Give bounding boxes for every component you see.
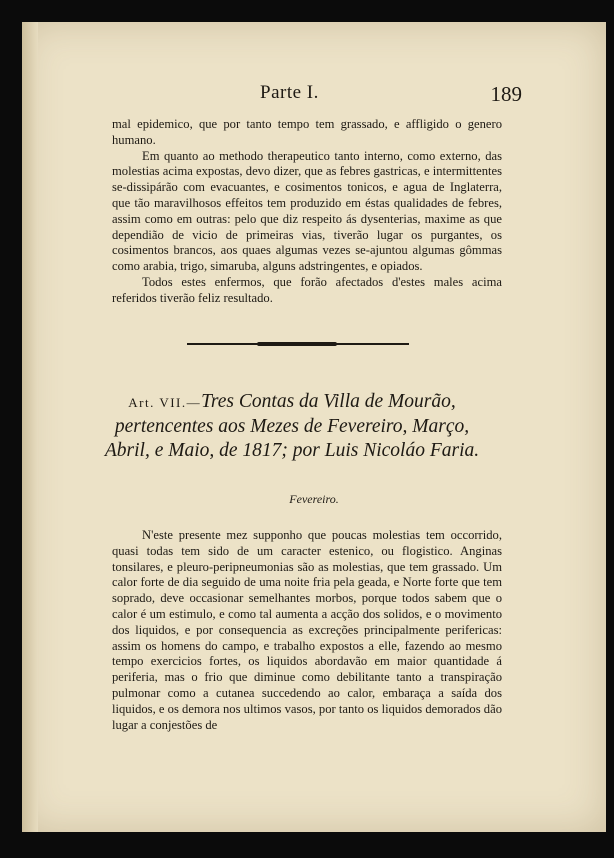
running-head: Parte I. [260, 82, 319, 103]
article-dash: — [186, 395, 202, 410]
page-gutter [22, 22, 38, 832]
article-heading [102, 390, 482, 463]
paragraph-therapeutic-method: Em quanto ao methodo therapeutico tanto interno, como externo, das molestias acima expostas, devo dizer, que as febres gastricas, e intermittentes se-dissipárão com evacuantes, e cosimentos tonicos, e agua de Inglaterra, que tão maravilhosos effeitos tem produzido em éstas qualidades de febres, assim como em outras: pelo que diz respeito ás dysenterias, maxime as que dependião de vicio de primeiras vias, tiverão lugar os purgantes, os cosimentos brancos, aos quaes algumas vezes se-ajuntou algumas gômmas como arabia, trigo, simaruba, alguns adstringentes, e opiados. [112, 148, 502, 274]
body-text-bottom [112, 528, 502, 733]
page-header [222, 82, 522, 112]
month-subheading: Fevereiro. [289, 492, 339, 506]
body-text-top [112, 117, 502, 307]
page-number: 189 [490, 82, 522, 106]
paragraph-continuation: mal epidemico, que por tanto tempo tem grassado, e affligido o genero humano. [112, 117, 502, 147]
book-page [22, 22, 606, 832]
paragraph-outcome: Todos estes enfermos, que forão afectados d'estes males acima referidos tiverão feliz resultado. [112, 274, 502, 305]
section-divider-rule [187, 343, 409, 345]
paragraph-february: N'este presente mez supponho que poucas molestias tem occorrido, quasi todas tem sido de um caracter estenico, ou flogistico. Anginas tonsilares, e pleuro-peripneumonias são as molestias, que tem grassado. Um calor forte de dia seguido de uma noite fria pela geada, e Norte forte que tem soprado, deve occasionar semelhantes morbos, porque todos sabem que o calor é um estimulo, e como tal aumenta a acção dos solidos, e o movimento dos liquidos, e por consequencia as excreções principalmente perifericas: assim os homens do campo, e trabalho expostos a elle, fazendo ao mesmo tempo exercicios fortes, os liquidos abordavão em maior quantidade á periferia, mas o frio que diminue como debilitante tanto a transpiração pulmonar como a cutanea succedendo ao calor, embaraça a saída dos liquidos, e os demora nos ultimos vasos, por tanto os liquidos demorados dão lugar a conjestões de [112, 528, 502, 732]
article-label: Art. VII. [128, 395, 187, 410]
article-title: Tres Contas da Villa de Mourão, pertencentes aos Mezes de Fevereiro, Março, Abril, e Maio, de 1817; por Luis Nicoláo Faria. [104, 391, 480, 461]
